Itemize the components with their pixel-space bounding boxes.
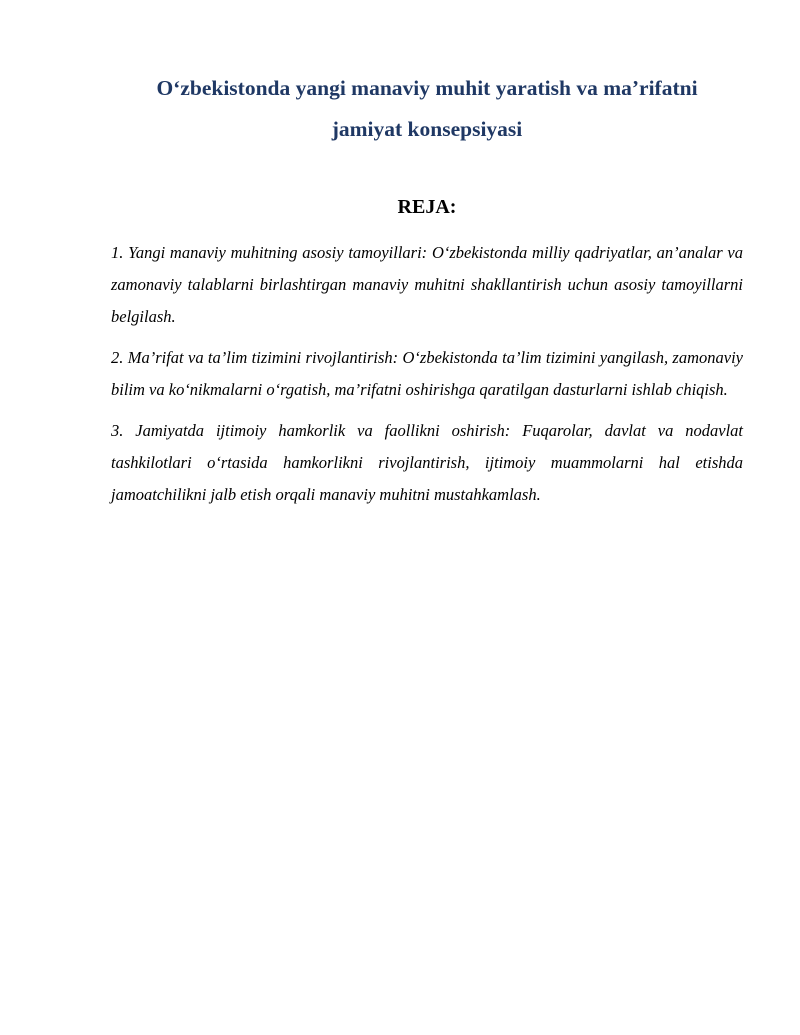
plan-heading: REJA: [397, 196, 457, 218]
document-title-line-1: O‘zbekistonda yangi manaviy muhit yaratish va ma’rifatni [156, 76, 698, 100]
document-title-line-2: jamiyat konsepsiyasi [331, 117, 523, 141]
document-title [100, 68, 754, 150]
plan-list [111, 237, 743, 520]
plan-item-3: 3. Jamiyatda ijtimoiy hamkorlik va faollikni oshirish: Fuqarolar, davlat va nodavlat tashkilotlari o‘rtasida hamkorlikni rivojlantirish, ijtimoiy muammolarni hal etishda jamoatchilikni jalb etish orqali manaviy muhitni mustahkamlash. [111, 421, 743, 504]
plan-item-1: 1. Yangi manaviy muhitning asosiy tamoyillari: O‘zbekistonda milliy qadriyatlar, an’analar va zamonaviy talablarni birlashtirgan manaviy muhitni shakllantirish uchun asosiy tamoyillarni belgilash. [111, 243, 743, 326]
plan-item-2: 2. Ma’rifat va ta’lim tizimini rivojlantirish: O‘zbekistonda ta’lim tizimini yangilash, zamonaviy bilim va ko‘nikmalarni o‘rgatish, ma’rifatni oshirishga qaratilgan dasturlarni ishlab chiqish. [111, 348, 743, 399]
